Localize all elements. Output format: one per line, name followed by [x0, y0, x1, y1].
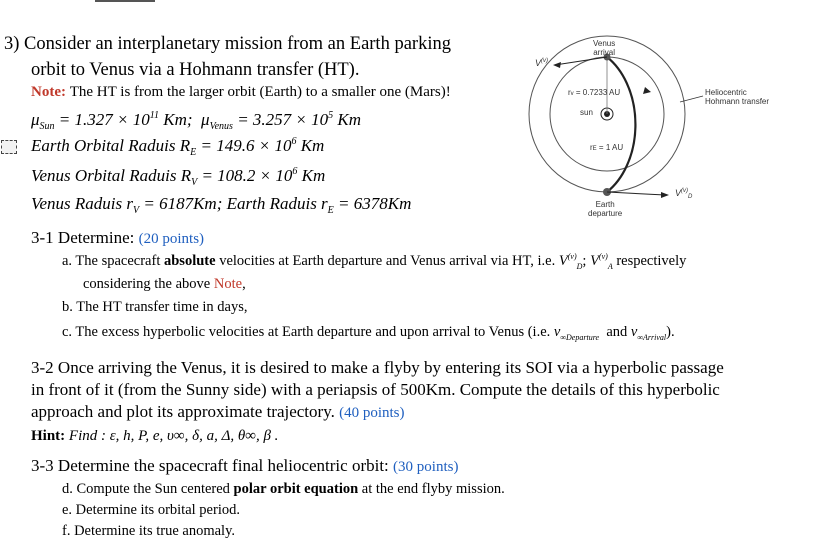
sun-label: sun: [580, 108, 593, 117]
note-text: The HT is from the larger orbit (Earth) to a smaller one (Mars)!: [69, 84, 451, 100]
earth-departure-label: Earth departure: [588, 200, 623, 218]
rv-label: rv = 0.7233 AU: [568, 88, 621, 97]
item-c: c. The excess hyperbolic velocities at Earth departure and upon arrival to Venus (i.e. $v_{\infty Departure}$ and $v_{\infty Arrival}$).: [62, 324, 675, 342]
item-d: d. Compute the Sun centered polar orbit equation at the end flyby mission.: [62, 481, 505, 497]
problem-line-2: orbit to Venus via a Hohmann transfer (HT).: [31, 60, 360, 80]
re-label: rE = 1 AU: [590, 143, 624, 152]
item-b: b. The HT transfer time in days,: [62, 299, 248, 315]
hint-line: Hint: Find : ε, h, P, e, υ∞, δ, a, Δ, θ∞, β .: [31, 428, 279, 444]
earth-orbit-radius: Earth Orbital Raduis $R_E = 149.6 \times 10^6$ Km: [31, 136, 325, 158]
part2-line-1: 3-2 Once arriving the Venus, it is desired to make a flyby by entering its SOI via a hyperbolic passage: [31, 358, 724, 377]
top-edge-mark: [95, 0, 155, 2]
item-a: a. The spacecraft absolute velocities at Earth departure and Venus arrival via HT, i.e. $V^{(v)}_D$; $V^{(v)}_A$ respectively: [62, 252, 687, 271]
mu-equation: $\mu_{Sun} = 1.327 \times 10^{11}$ Km; $\mu_{Venus} = 3.257 \times 10^5$ Km: [31, 110, 362, 132]
part1-heading: 3-1 Determine: (20 points): [31, 228, 205, 247]
transfer-ellipse: [607, 57, 635, 192]
venus-arrival-velocity: $V^{(v)}$: [535, 58, 549, 68]
earth-departure-velocity: $V^{(v)}_D$: [675, 188, 693, 200]
part2-line-3: approach and plot its approximate trajectory. (40 points): [31, 402, 405, 421]
venus-orbit-radius: Venus Orbital Raduis $R_V = 108.2 \times 10^6$ Km: [31, 166, 326, 188]
dashed-box-icon: [1, 140, 17, 154]
transfer-arrow: [643, 87, 651, 94]
part3-heading: 3-3 Determine the spacecraft final heliocentric orbit: (30 points): [31, 456, 459, 475]
note-line: [31, 84, 451, 101]
part2-line-2: in front of it (from the Sunny side) with a periapsis of 500Km. Compute the details of this hyperbolic: [31, 380, 720, 399]
item-e: e. Determine its orbital period.: [62, 502, 240, 518]
problem-line-1: 3) Consider an interplanetary mission from an Earth parking: [4, 34, 451, 54]
venus-arrival-label: Venus arrival: [593, 39, 616, 57]
planet-radii: Venus Raduis $r_V = 6187Km$; Earth Raduis $r_E = 6378Km$: [31, 194, 412, 216]
item-f: f. Determine its true anomaly.: [62, 523, 236, 539]
hohmann-transfer-diagram: [525, 32, 795, 227]
heliocentric-label: Heliocentric Hohmann transfer: [705, 88, 770, 106]
note-label: Note:: [31, 84, 66, 100]
item-a-cont: considering the above Note,: [83, 276, 246, 292]
